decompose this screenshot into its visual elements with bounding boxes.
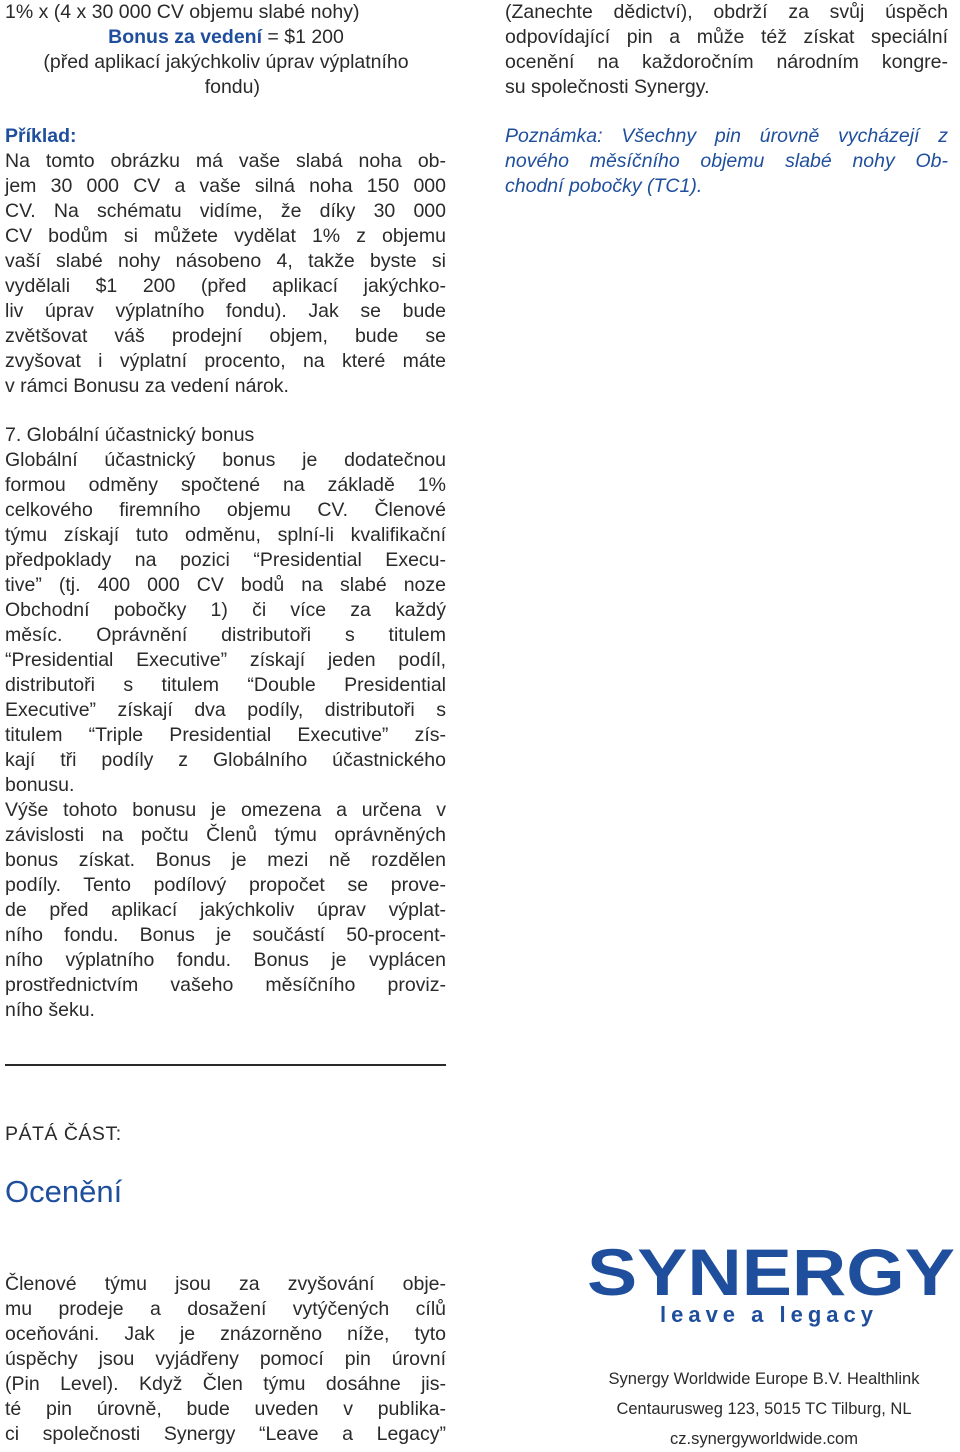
- global-bonus-line: ního fondu. Bonus je součástí 50-procent-: [5, 924, 446, 946]
- global-bonus-line: Výše tohoto bonusu je omezena a určena v: [5, 799, 446, 821]
- awards-line: ci společnosti Synergy “Leave a Legacy”: [5, 1423, 446, 1445]
- global-bonus-line: kají tři podíly z Globálního účastnického: [5, 749, 446, 771]
- example-line: CV. Na schématu vidíme, že díky 30 000: [5, 200, 446, 222]
- formula-line-1: 1% x (4 x 30 000 CV objemu slabé nohy): [5, 1, 360, 23]
- formula-line-4: fondu): [204, 76, 260, 98]
- example-line: v rámci Bonusu za vedení nárok.: [5, 375, 289, 397]
- example-line: zvyšovat i výplatní procento, na které máte: [5, 350, 446, 372]
- company-name: Synergy Worldwide Europe B.V. Healthlink: [608, 1370, 920, 1388]
- leadership-bonus-label: Bonus za vedení: [108, 26, 262, 48]
- global-bonus-line: závislosti na počtu Členů týmu oprávněných: [5, 824, 446, 846]
- example-line: jem 30 000 CV a vaše silná noha 150 000: [5, 175, 446, 197]
- global-bonus-line: tive” (tj. 400 000 CV bodů na slabé noze: [5, 574, 446, 596]
- logo-tagline: leave a legacy: [659, 1302, 879, 1327]
- formula-line-2: [5, 25, 447, 50]
- global-bonus-line: podíly. Tento podílový propočet se prove-: [5, 874, 446, 896]
- awards-line: mu prodeje a dosažení vytýčených cílů: [5, 1298, 446, 1320]
- global-bonus-line: bonusu.: [5, 774, 75, 796]
- global-bonus-line: “Presidential Executive” získají jeden podíl,: [5, 649, 446, 671]
- example-line: liv úprav výplatního fondu). Jak se bude: [5, 300, 446, 322]
- synergy-logo: [585, 1237, 957, 1327]
- global-bonus-line: Executive” získají dva podíly, distributoři s: [5, 699, 446, 721]
- part-label: PÁTÁ ČÁST:: [5, 1123, 122, 1145]
- company-address: Centaurusweg 123, 5015 TC Tilburg, NL: [616, 1400, 912, 1418]
- global-bonus-line: týmu získají tuto odměnu, splní-li kvalifikační: [5, 524, 446, 546]
- awards-line: Členové týmu jsou za zvyšování obje-: [5, 1273, 446, 1295]
- global-bonus-line: Globální účastnický bonus je dodatečnou: [5, 449, 446, 471]
- global-bonus-line: celkového firemního objemu CV. Členové: [5, 499, 446, 521]
- awards-line: (Pin Level). Když Člen týmu dosáhne jis-: [5, 1373, 446, 1395]
- awards-line: té pin úrovně, bude uveden v publika-: [5, 1398, 446, 1420]
- legacy-line: su společnosti Synergy.: [505, 76, 710, 98]
- global-bonus-line: formou odměny spočtené na základě 1%: [5, 474, 446, 496]
- global-bonus-line: distributoři s titulem “Double Presidential: [5, 674, 446, 696]
- note-line: Poznámka: Všechny pin úrovně vycházejí z: [505, 125, 948, 147]
- note-line: nového měsíčního objemu slabé nohy Ob-: [505, 150, 948, 172]
- global-bonus-heading: 7. Globální účastnický bonus: [5, 424, 255, 446]
- global-bonus-line: de před aplikací jakýchkoliv úprav výplat-: [5, 899, 446, 921]
- global-bonus-line: předpoklady na pozici “Presidential Execu-: [5, 549, 446, 571]
- example-line: vaší slabé nohy násobeno 4, takže byste si: [5, 250, 446, 272]
- awards-line: úspěchy jsou vyjádřeny pomocí pin úrovní: [5, 1348, 446, 1370]
- example-line: zvětšovat váš prodejní objem, bude se: [5, 325, 446, 347]
- global-bonus-line: titulem “Triple Presidential Executive” zís-: [5, 724, 446, 746]
- example-heading: Příklad:: [5, 125, 77, 147]
- example-line: vydělali $1 200 (před aplikací jakýchko-: [5, 275, 446, 297]
- global-bonus-line: ního šeku.: [5, 999, 95, 1021]
- company-website: cz.synergyworldwide.com: [670, 1430, 858, 1448]
- global-bonus-line: ního výplatního fondu. Bonus je vyplácen: [5, 949, 446, 971]
- formula-amount: = $1 200: [262, 26, 344, 48]
- legacy-line: ocenění na každoročním národním kongre-: [505, 51, 948, 73]
- global-bonus-line: prostřednictvím vašeho měsíčního proviz-: [5, 974, 446, 996]
- legacy-line: odpovídající pin a může též získat speciální: [505, 26, 948, 48]
- section-divider: [5, 1064, 446, 1066]
- note-line: chodní pobočky (TC1).: [505, 175, 703, 197]
- global-bonus-line: bonus získat. Bonus je mezi ně rozdělen: [5, 849, 446, 871]
- example-line: CV bodům si můžete vydělat 1% z objemu: [5, 225, 446, 247]
- awards-line: oceňováni. Jak je znázorněno níže, tyto: [5, 1323, 446, 1345]
- example-line: Na tomto obrázku má vaše slabá noha ob-: [5, 150, 446, 172]
- global-bonus-line: měsíc. Oprávnění distributoři s titulem: [5, 624, 446, 646]
- section-title: Ocenění: [5, 1174, 123, 1209]
- logo-wordmark: SYNERGY: [587, 1237, 955, 1309]
- global-bonus-line: Obchodní pobočky 1) či více za každý: [5, 599, 446, 621]
- formula-line-3: (před aplikací jakýchkoliv úprav výplatního: [43, 51, 409, 73]
- legacy-line: (Zanechte dědictví), obdrží za svůj úspěch: [505, 1, 948, 23]
